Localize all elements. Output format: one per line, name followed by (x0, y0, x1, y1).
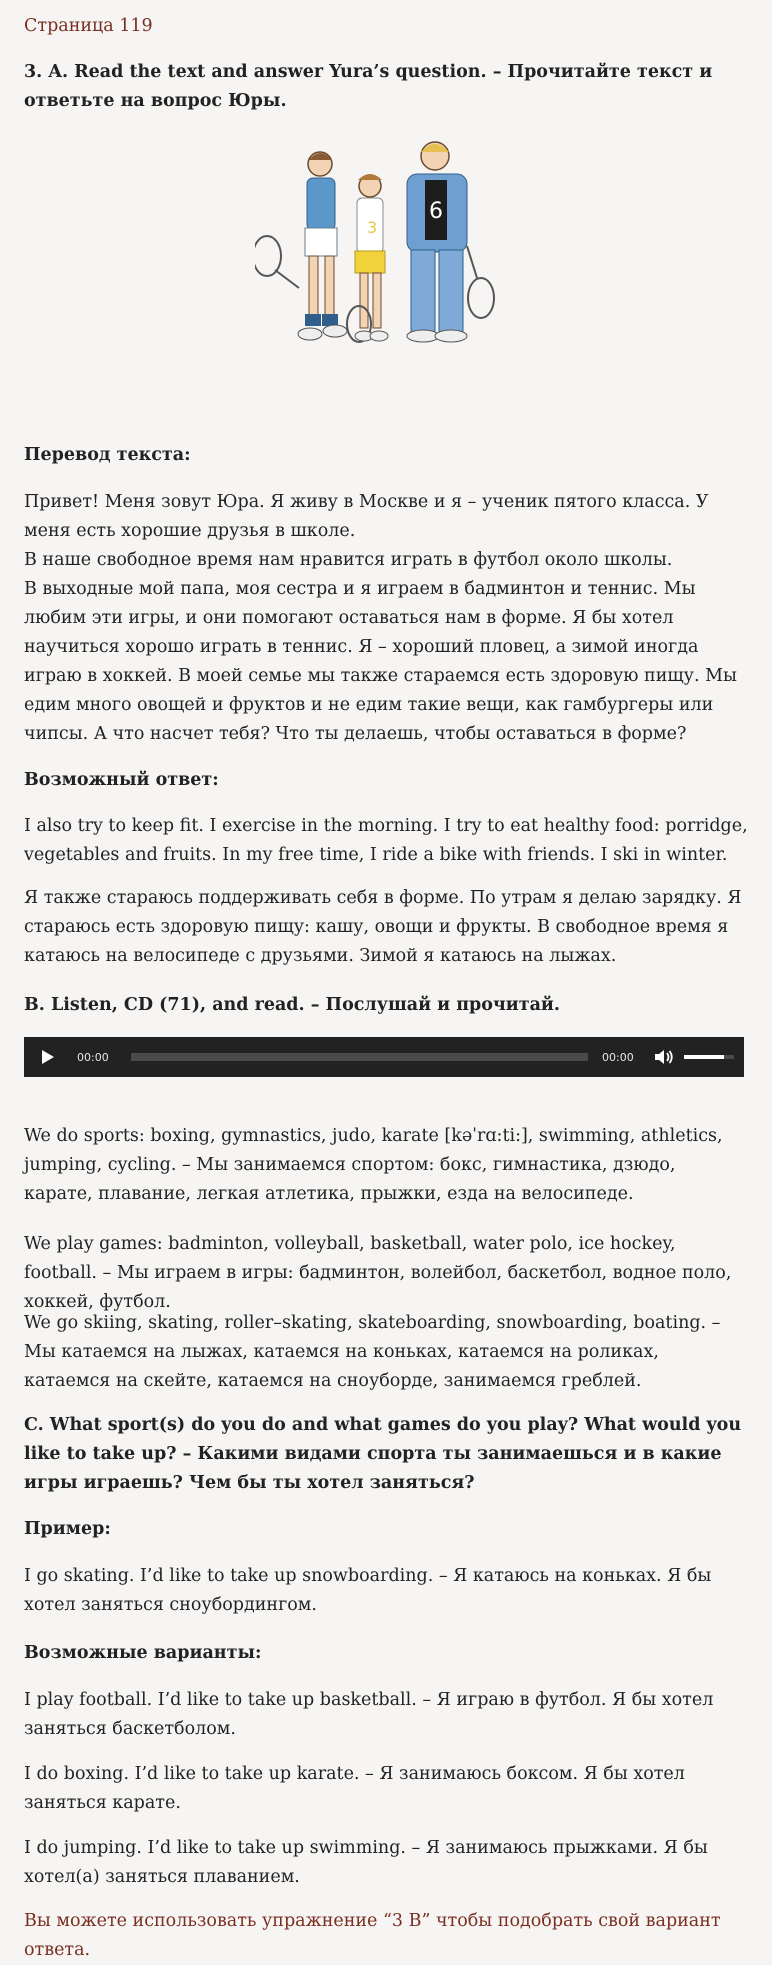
volume-slider[interactable] (684, 1055, 734, 1059)
exercise-c-heading: C. What sport(s) do you do and what games do you play? What would you like to take up? – Какими видами спорта ты занимаешься и в какие игры играешь? Чем бы ты хотел заняться? (24, 1415, 742, 1493)
exercise-a-heading: 3. A. Read the text and answer Yura’s question. – Прочитайте текст и ответьте на вопрос Юры. (24, 62, 713, 111)
hint-note: Вы можете использовать упражнение “3 В” чтобы подобрать свой вариант ответа. (24, 1911, 721, 1960)
example-heading: Пример: (24, 1519, 111, 1539)
games-paragraph: We play games: badminton, volleyball, basketball, water polo, ice hockey, football. – Мы играем в игры: бадминтон, волейбол, баскетбол, водное поло, хоккей, футбол. (24, 1234, 732, 1312)
variant-3: I do jumping. I’d like to take up swimming. – Я занимаюсь прыжками. Я бы хотел(а) заняться плаванием. (24, 1838, 708, 1887)
mute-button[interactable] (654, 1048, 674, 1066)
answer-heading: Возможный ответ: (24, 770, 219, 790)
exercise-b-heading: B. Listen, CD (71), and read. – Послушай и прочитай. (24, 995, 560, 1015)
activities-paragraph: We go skiing, skating, roller–skating, skateboarding, snowboarding, boating. – Мы катаемся на лыжах, катаемся на коньках, катаемся на роликах, катаемся на скейте, катаемся на сноуборде, занимаемся греблей. (24, 1313, 721, 1391)
sports-paragraph: We do sports: boxing, gymnastics, judo, karate [kəˈrɑ:ti:], swimming, athletics, jumping, cycling. – Мы занимаемся спортом: бокс, гимнастика, дзюдо, карате, плавание, легкая атлетика, прыжки, езда на велосипеде. (24, 1126, 723, 1204)
answer-russian: Я также стараюсь поддерживать себя в форме. По утрам я делаю зарядку. Я стараюсь есть здоровую пищу: кашу, овощи и фрукты. В свободное время я катаюсь на велосипеде с друзьями. Зимой я катаюсь на лыжах. (24, 888, 742, 966)
progress-track[interactable] (131, 1053, 588, 1061)
speaker-icon (654, 1048, 674, 1066)
audio-player (24, 1037, 744, 1077)
translation-paragraph-2: В наше свободное время нам нравится играть в футбол около школы. (24, 550, 673, 570)
answer-english: I also try to keep fit. I exercise in the morning. I try to eat healthy food: porridge, vegetables and fruits. In my free time, I ride a bike with friends. I ski in winter. (24, 816, 748, 865)
svg-text:3: 3 (367, 218, 378, 237)
example-text: I go skating. I’d like to take up snowboarding. – Я катаюсь на коньках. Я бы хотел заняться сноубордингом. (24, 1566, 712, 1615)
translation-paragraph-1: Привет! Меня зовут Юра. Я живу в Москве и я – ученик пятого класса. У меня есть хорошие друзья в школе. (24, 492, 709, 541)
man-figure (407, 142, 494, 342)
current-time: 00:00 (77, 1050, 109, 1064)
variant-1: I play football. I’d like to take up basketball. – Я играю в футбол. Я бы хотел заняться баскетболом. (24, 1690, 714, 1739)
translation-paragraph-3: В выходные мой папа, моя сестра и я играем в бадминтон и теннис. Мы любим эти игры, и они помогают оставаться нам в форме. Я бы хотел научиться хорошо играть в теннис. Я – хороший пловец, а зимой иногда играю в хоккей. В моей семье мы также стараемся есть здоровую пищу. Мы едим много овощей и фруктов и не едим такие вещи, как гамбургеры или чипсы. А что насчет тебя? Что ты делаешь, чтобы оставаться в форме? (24, 579, 737, 744)
variant-2: I do boxing. I’d like to take up karate. – Я занимаюсь боксом. Я бы хотел заняться карате. (24, 1764, 685, 1813)
girl-figure (347, 174, 388, 342)
translation-heading: Перевод текста: (24, 445, 191, 465)
svg-text:6: 6 (429, 199, 443, 224)
play-icon (41, 1049, 55, 1065)
volume-fill (684, 1055, 724, 1059)
tennis-players-illustration (255, 138, 515, 413)
variants-heading: Возможные варианты: (24, 1643, 262, 1663)
play-button[interactable] (39, 1048, 57, 1066)
page-label: Страница 119 (24, 16, 153, 36)
duration-time: 00:00 (602, 1050, 634, 1064)
boy-figure (255, 152, 347, 340)
